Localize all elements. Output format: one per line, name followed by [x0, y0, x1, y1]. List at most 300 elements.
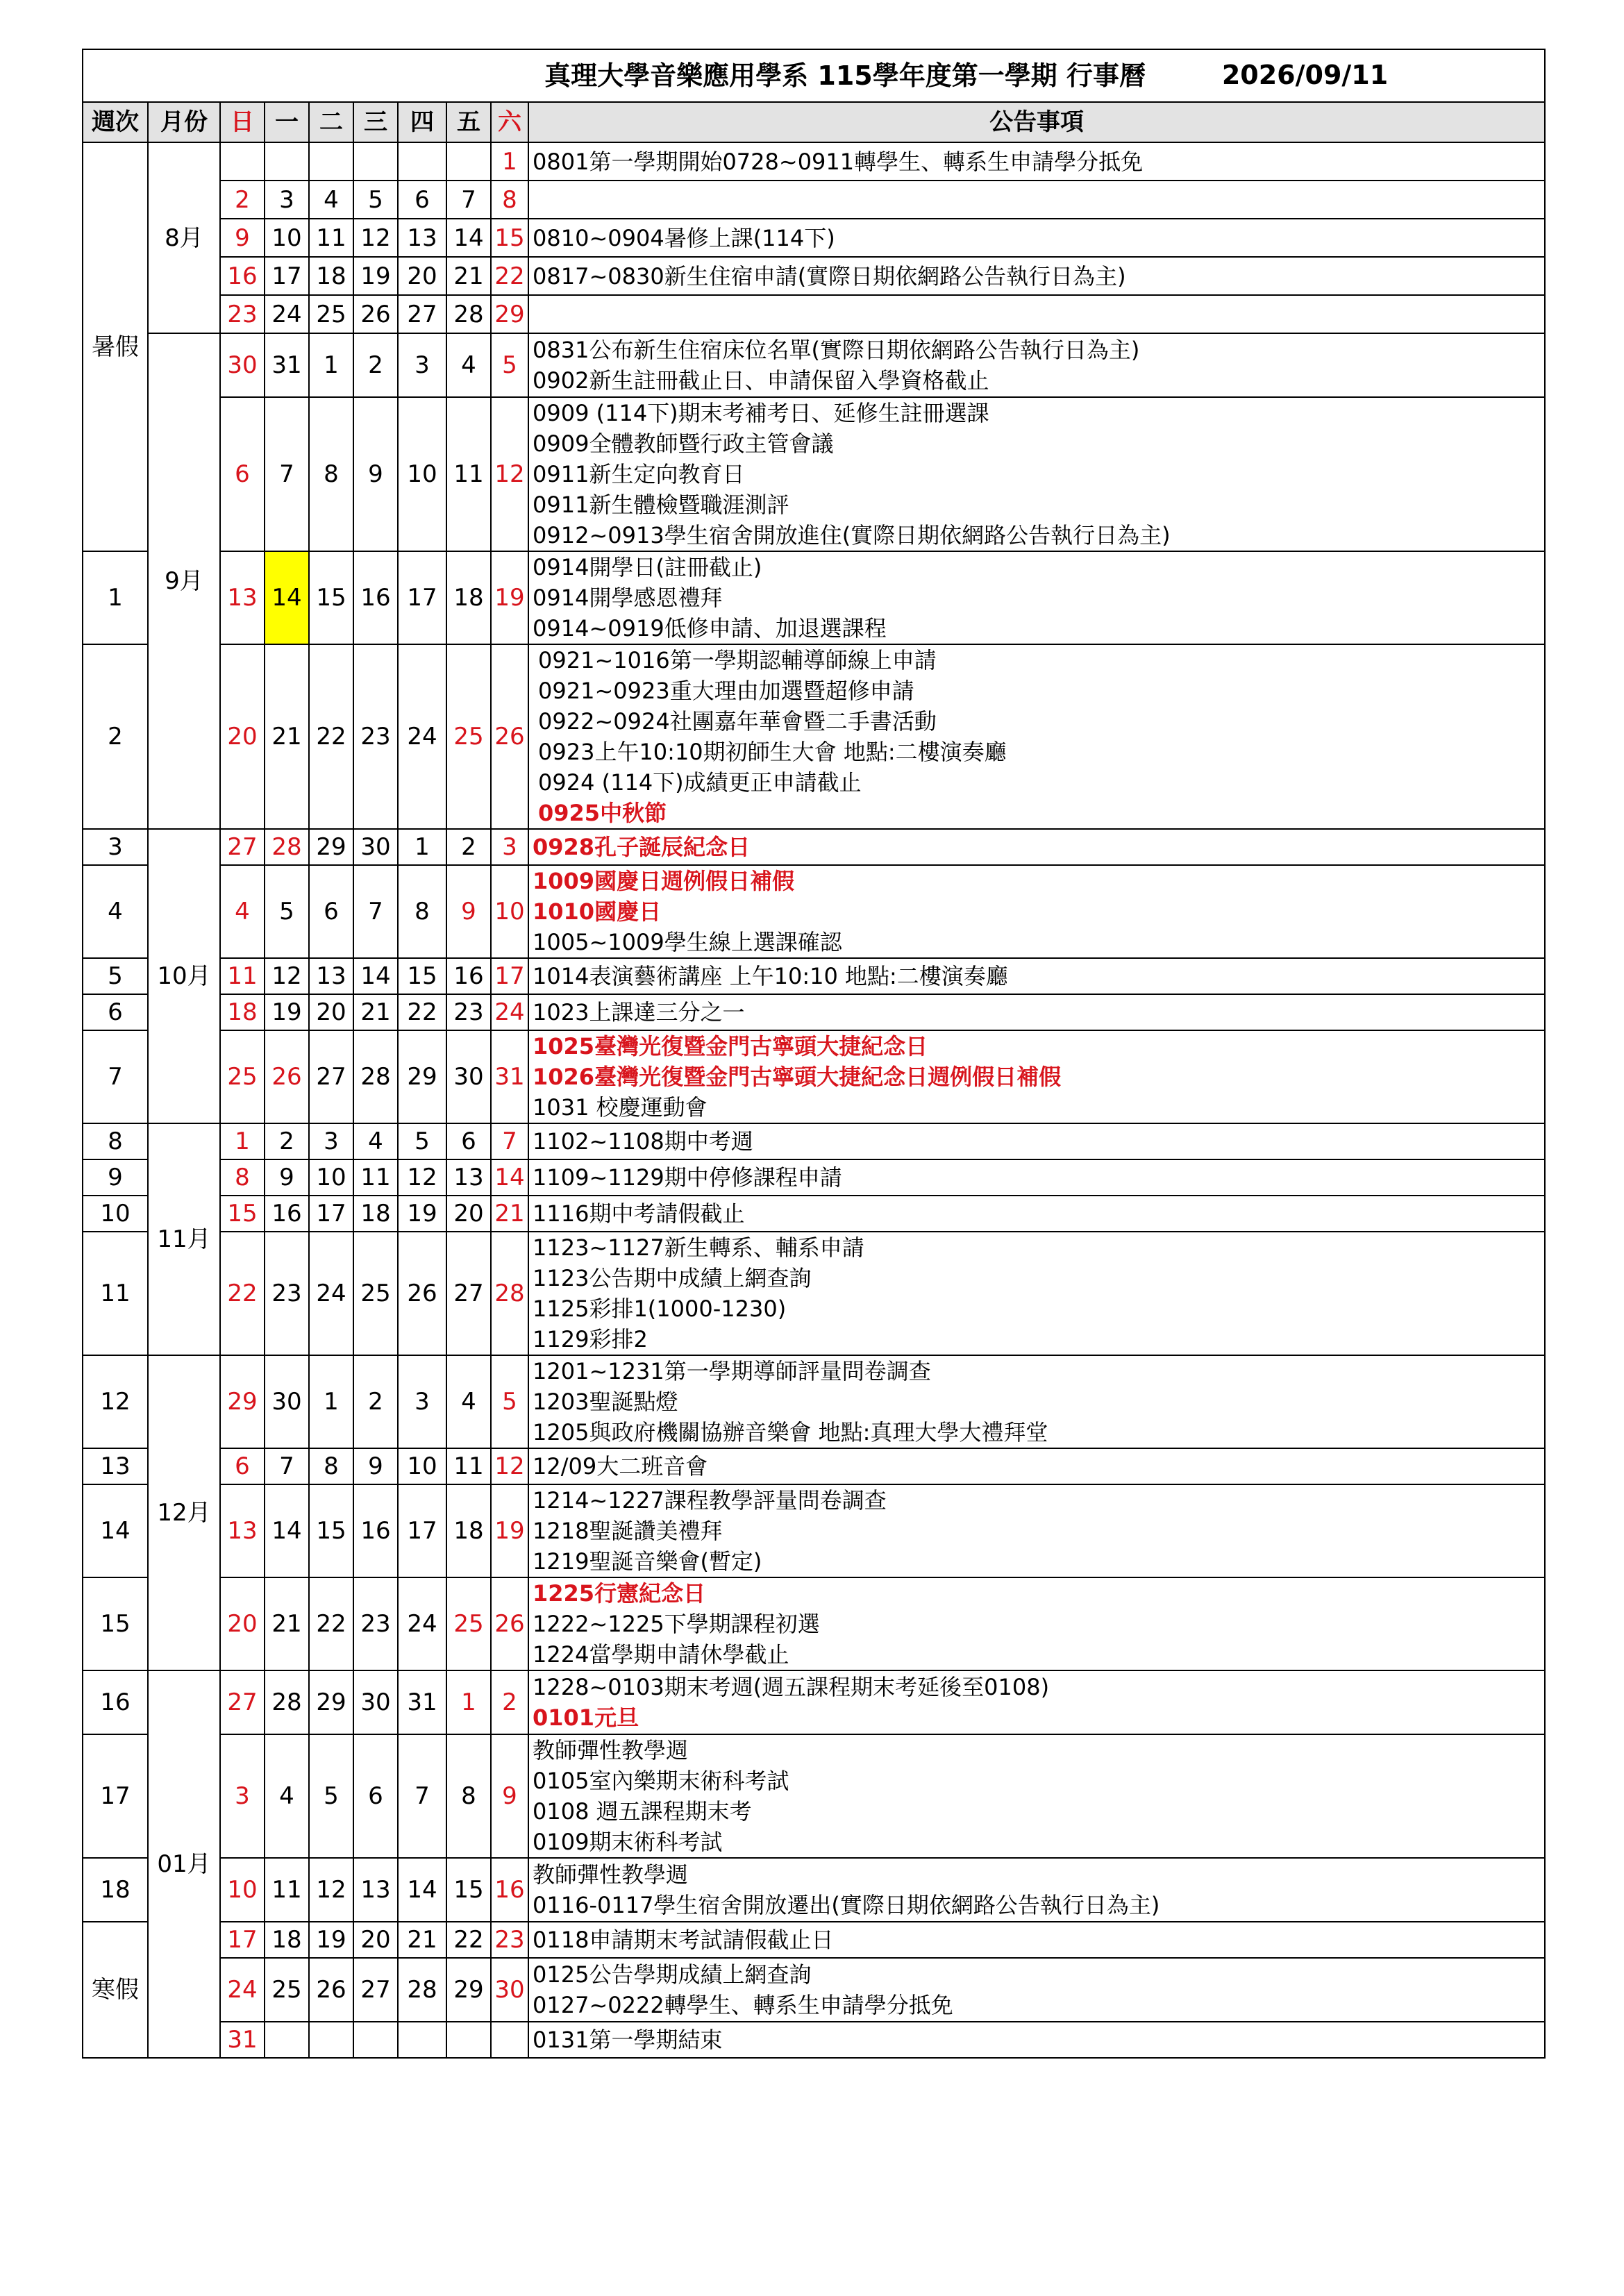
calendar-row — [83, 1484, 1545, 1577]
notice-line: 1219聖誕音樂會(暫定) — [533, 1548, 762, 1575]
day-cell: 11 — [446, 1448, 491, 1484]
day-cell: 2 — [446, 829, 491, 865]
day-cell: 2 — [265, 1123, 309, 1159]
month-label: 11月 — [148, 1123, 220, 1355]
notice-line: 0911新生體檢暨職涯測評 — [533, 492, 789, 518]
calendar-row — [83, 2022, 1545, 2058]
day-cell: 25 — [446, 644, 491, 829]
notice-line: 1228~0103期末考週(週五課程期末考延後至0108) — [533, 1674, 1050, 1700]
day-cell: 5 — [398, 1123, 446, 1159]
day-cell: 17 — [220, 1922, 265, 1958]
day-cell: 9 — [446, 865, 491, 958]
day-cell: 30 — [220, 333, 265, 397]
week-number: 1 — [83, 551, 148, 644]
day-cell: 23 — [491, 1922, 528, 1958]
day-cell: 29 — [398, 1030, 446, 1123]
header-day-thu: 四 — [398, 102, 446, 142]
notice-cell — [528, 142, 1545, 181]
day-cell: 12 — [491, 397, 528, 551]
day-cell: 15 — [309, 551, 353, 644]
notice-line: 0911新生定向教育日 — [533, 461, 745, 487]
day-cell: 14 — [491, 1159, 528, 1196]
day-cell: 22 — [220, 1232, 265, 1355]
notice-cell — [528, 1448, 1545, 1484]
notice-cell — [528, 865, 1545, 958]
day-cell: 6 — [309, 865, 353, 958]
day-cell: 10 — [398, 1448, 446, 1484]
month-label: 10月 — [148, 829, 220, 1123]
day-cell: 7 — [265, 1448, 309, 1484]
day-cell: 26 — [491, 1577, 528, 1670]
document-date: 2026/09/11 — [1221, 60, 1389, 90]
day-cell: 20 — [220, 644, 265, 829]
week-number: 13 — [83, 1448, 148, 1484]
day-cell: 16 — [353, 551, 398, 644]
day-cell: 4 — [265, 1734, 309, 1858]
notice-line: 1123~1127新生轉系、輔系申請 — [533, 1234, 864, 1261]
day-cell — [491, 2022, 528, 2058]
day-cell: 24 — [491, 994, 528, 1030]
week-number: 3 — [83, 829, 148, 865]
notice-cell — [528, 644, 1545, 829]
day-cell: 24 — [265, 295, 309, 333]
day-cell: 18 — [309, 257, 353, 295]
notice-line: 1205與政府機關協辦音樂會 地點:真理大學大禮拜堂 — [533, 1419, 1048, 1446]
notice-line: 1023上課達三分之一 — [533, 999, 745, 1025]
notice-line: 1218聖誕讚美禮拜 — [533, 1518, 723, 1544]
calendar-row — [83, 1123, 1545, 1159]
day-cell: 16 — [265, 1196, 309, 1232]
day-cell: 11 — [353, 1159, 398, 1196]
day-cell: 24 — [220, 1958, 265, 2022]
day-cell: 3 — [398, 333, 446, 397]
day-cell: 24 — [309, 1232, 353, 1355]
notice-line: 0817~0830新生住宿申請(實際日期依網路公告執行日為主) — [533, 262, 1126, 290]
day-cell: 22 — [446, 1922, 491, 1958]
day-cell — [398, 142, 446, 181]
header-day-tue: 二 — [309, 102, 353, 142]
calendar-row — [83, 1858, 1545, 1922]
day-cell: 1 — [220, 1123, 265, 1159]
day-cell: 29 — [491, 295, 528, 333]
day-cell: 24 — [398, 644, 446, 829]
holiday-notice: 1010國慶日 — [533, 898, 662, 925]
calendar-row — [83, 219, 1545, 257]
week-number: 18 — [83, 1858, 148, 1922]
day-cell: 3 — [265, 181, 309, 219]
week-number: 4 — [83, 865, 148, 958]
calendar-row — [83, 1355, 1545, 1448]
calendar-row — [83, 829, 1545, 865]
day-cell: 17 — [309, 1196, 353, 1232]
calendar-row — [83, 333, 1545, 397]
day-cell: 13 — [398, 219, 446, 257]
notice-cell — [528, 1958, 1545, 2022]
holiday-notice: 0925中秋節 — [538, 800, 667, 826]
day-cell: 27 — [446, 1232, 491, 1355]
week-number: 7 — [83, 1030, 148, 1123]
calendar-row — [83, 257, 1545, 295]
notice-cell — [528, 551, 1545, 644]
notice-cell — [528, 257, 1545, 295]
calendar-row — [83, 397, 1545, 551]
day-cell: 29 — [446, 1958, 491, 2022]
day-cell: 23 — [265, 1232, 309, 1355]
week-number: 16 — [83, 1670, 148, 1734]
notice-line: 1201~1231第一學期導師評量問卷調查 — [533, 1358, 931, 1384]
day-cell: 10 — [309, 1159, 353, 1196]
day-cell: 11 — [446, 397, 491, 551]
day-cell: 8 — [491, 181, 528, 219]
day-cell: 10 — [220, 1858, 265, 1922]
day-cell: 27 — [398, 295, 446, 333]
day-cell: 12 — [309, 1858, 353, 1922]
notice-line: 0109期末術科考試 — [533, 1829, 723, 1855]
day-cell: 28 — [491, 1232, 528, 1355]
day-cell: 27 — [220, 829, 265, 865]
day-cell: 11 — [220, 958, 265, 994]
calendar-table — [82, 49, 1546, 2059]
day-cell: 23 — [446, 994, 491, 1030]
calendar-row — [83, 1577, 1545, 1670]
week-number: 8 — [83, 1123, 148, 1159]
day-cell: 7 — [265, 397, 309, 551]
title-row — [83, 49, 1545, 102]
day-cell: 16 — [353, 1484, 398, 1577]
day-cell: 21 — [446, 257, 491, 295]
day-cell: 3 — [398, 1355, 446, 1448]
day-cell: 30 — [353, 1670, 398, 1734]
month-label: 8月 — [148, 142, 220, 333]
day-cell: 5 — [353, 181, 398, 219]
header-notice: 公告事項 — [528, 102, 1545, 142]
day-cell: 13 — [220, 1484, 265, 1577]
day-cell: 25 — [220, 1030, 265, 1123]
calendar-row — [83, 1670, 1545, 1734]
day-cell — [446, 2022, 491, 2058]
day-cell: 2 — [353, 333, 398, 397]
calendar-row — [83, 551, 1545, 644]
day-cell: 25 — [446, 1577, 491, 1670]
notice-line: 0131第一學期結束 — [533, 2027, 723, 2053]
day-cell: 24 — [398, 1577, 446, 1670]
day-cell: 20 — [446, 1196, 491, 1232]
notice-line: 0116-0117學生宿舍開放遷出(實際日期依網路公告執行日為主) — [533, 1892, 1160, 1918]
day-cell: 4 — [446, 1355, 491, 1448]
day-cell: 1 — [491, 142, 528, 181]
calendar-row — [83, 958, 1545, 994]
calendar-row — [83, 1196, 1545, 1232]
day-cell: 27 — [220, 1670, 265, 1734]
day-cell: 23 — [353, 644, 398, 829]
notice-line: 0810~0904暑修上課(114下) — [533, 224, 835, 251]
day-cell: 30 — [446, 1030, 491, 1123]
day-cell: 29 — [309, 829, 353, 865]
day-cell — [220, 142, 265, 181]
notice-line: 1031 校慶運動會 — [533, 1094, 708, 1121]
day-cell: 1 — [398, 829, 446, 865]
notice-line: 1123公告期中成績上網查詢 — [533, 1265, 812, 1291]
day-cell: 9 — [220, 219, 265, 257]
day-cell: 1 — [309, 1355, 353, 1448]
day-cell: 2 — [491, 1670, 528, 1734]
day-cell: 9 — [491, 1734, 528, 1858]
day-cell: 20 — [309, 994, 353, 1030]
day-cell: 28 — [265, 829, 309, 865]
day-cell: 21 — [265, 644, 309, 829]
day-cell: 5 — [265, 865, 309, 958]
notice-line: 0914開學日(註冊截止) — [533, 554, 762, 580]
day-cell: 9 — [353, 1448, 398, 1484]
day-cell: 22 — [398, 994, 446, 1030]
day-cell: 1 — [309, 333, 353, 397]
day-cell: 6 — [353, 1734, 398, 1858]
notice-line: 0801第一學期開始0728~0911轉學生、轉系生申請學分抵免 — [533, 148, 1144, 175]
title-cell — [83, 49, 1545, 102]
calendar-row — [83, 295, 1545, 333]
day-cell — [353, 142, 398, 181]
notice-line: 0921~1016第一學期認輔導師線上申請 — [538, 647, 937, 673]
notice-line: 0923上午10:10期初師生大會 地點:二樓演奏廳 — [538, 739, 1007, 765]
day-cell: 18 — [265, 1922, 309, 1958]
calendar-row — [83, 142, 1545, 181]
day-cell: 16 — [491, 1858, 528, 1922]
day-cell: 17 — [398, 1484, 446, 1577]
day-cell: 6 — [446, 1123, 491, 1159]
day-cell: 16 — [220, 257, 265, 295]
day-cell: 31 — [491, 1030, 528, 1123]
week-number: 2 — [83, 644, 148, 829]
holiday-notice: 1225行憲紀念日 — [533, 1580, 706, 1607]
notice-cell — [528, 958, 1545, 994]
header-day-sat: 六 — [491, 102, 528, 142]
day-cell: 23 — [353, 1577, 398, 1670]
day-cell: 30 — [491, 1958, 528, 2022]
day-cell: 2 — [220, 181, 265, 219]
day-cell: 23 — [220, 295, 265, 333]
day-cell: 18 — [353, 1196, 398, 1232]
day-cell: 6 — [398, 181, 446, 219]
calendar-row — [83, 1958, 1545, 2022]
day-cell: 14 — [446, 219, 491, 257]
day-cell: 5 — [491, 1355, 528, 1448]
notice-cell — [528, 1232, 1545, 1355]
day-cell: 8 — [220, 1159, 265, 1196]
notice-line: 12/09大二班音會 — [533, 1453, 708, 1480]
notice-cell — [528, 2022, 1545, 2058]
notice-cell — [528, 397, 1545, 551]
day-cell: 31 — [265, 333, 309, 397]
day-cell: 7 — [491, 1123, 528, 1159]
day-cell: 12 — [398, 1159, 446, 1196]
day-cell: 17 — [398, 551, 446, 644]
day-cell — [265, 2022, 309, 2058]
calendar-row — [83, 644, 1545, 829]
notice-cell — [528, 1858, 1545, 1922]
week-number: 17 — [83, 1734, 148, 1858]
day-cell: 31 — [398, 1670, 446, 1734]
notice-cell — [528, 333, 1545, 397]
day-cell: 25 — [265, 1958, 309, 2022]
notice-line: 1214~1227課程教學評量問卷調查 — [533, 1487, 887, 1514]
week-number: 6 — [83, 994, 148, 1030]
notice-line: 0922~0924社團嘉年華會暨二手書活動 — [538, 708, 937, 735]
calendar-row — [83, 1232, 1545, 1355]
notice-line: 1109~1129期中停修課程申請 — [533, 1164, 842, 1191]
day-cell: 13 — [353, 1858, 398, 1922]
day-cell: 18 — [446, 551, 491, 644]
holiday-notice: 1025臺灣光復暨金門古寧頭大捷紀念日 — [533, 1033, 928, 1059]
day-cell — [398, 2022, 446, 2058]
day-cell: 22 — [309, 644, 353, 829]
day-cell: 30 — [265, 1355, 309, 1448]
notice-cell — [528, 1922, 1545, 1958]
day-cell: 11 — [309, 219, 353, 257]
day-cell: 27 — [309, 1030, 353, 1123]
day-cell: 25 — [353, 1232, 398, 1355]
notice-line: 1014表演藝術講座 上午10:10 地點:二樓演奏廳 — [533, 963, 1008, 989]
notice-cell — [528, 1159, 1545, 1196]
notice-line: 0127~0222轉學生、轉系生申請學分抵免 — [533, 1992, 953, 2018]
notice-line: 教師彈性教學週 — [533, 1737, 689, 1763]
day-cell: 3 — [309, 1123, 353, 1159]
holiday-notice: 0101元旦 — [533, 1704, 639, 1731]
calendar-row — [83, 1922, 1545, 1958]
notice-line: 0912~0913學生宿舍開放進住(實際日期依網路公告執行日為主) — [533, 522, 1171, 548]
day-cell: 26 — [398, 1232, 446, 1355]
notice-line: 1125彩排1(1000-1230) — [533, 1296, 787, 1322]
notice-line: 0914開學感恩禮拜 — [533, 585, 723, 611]
calendar-row — [83, 994, 1545, 1030]
week-number: 14 — [83, 1484, 148, 1577]
notice-cell — [528, 1734, 1545, 1858]
day-cell: 28 — [398, 1958, 446, 2022]
day-cell: 4 — [309, 181, 353, 219]
day-cell: 15 — [398, 958, 446, 994]
day-cell: 10 — [491, 865, 528, 958]
notice-cell — [528, 1196, 1545, 1232]
day-cell: 26 — [265, 1030, 309, 1123]
day-cell: 19 — [491, 1484, 528, 1577]
day-cell: 13 — [220, 551, 265, 644]
day-cell: 19 — [491, 551, 528, 644]
notice-cell — [528, 1123, 1545, 1159]
notice-line: 0105室內樂期末術科考試 — [533, 1768, 789, 1794]
day-cell: 8 — [309, 397, 353, 551]
day-cell: 30 — [353, 829, 398, 865]
day-cell: 8 — [398, 865, 446, 958]
day-cell: 8 — [446, 1734, 491, 1858]
calendar-row — [83, 181, 1545, 219]
calendar-row — [83, 1159, 1545, 1196]
day-cell: 20 — [353, 1922, 398, 1958]
notice-line: 0831公布新生住宿床位名單(實際日期依網路公告執行日為主) — [533, 337, 1140, 363]
notice-line: 0909 (114下)期末考補考日、延修生註冊選課 — [533, 400, 989, 426]
day-cell: 22 — [309, 1577, 353, 1670]
notice-line: 0909全體教師暨行政主管會議 — [533, 430, 834, 457]
day-cell: 28 — [446, 295, 491, 333]
day-cell: 9 — [265, 1159, 309, 1196]
day-cell: 14 — [265, 1484, 309, 1577]
day-cell: 15 — [309, 1484, 353, 1577]
day-cell: 19 — [353, 257, 398, 295]
day-cell: 28 — [353, 1030, 398, 1123]
notice-line: 1224當學期申請休學截止 — [533, 1641, 789, 1668]
notice-line: 0108 週五課程期末考 — [533, 1798, 752, 1825]
calendar-row — [83, 1734, 1545, 1858]
day-cell: 12 — [353, 219, 398, 257]
day-cell: 4 — [220, 865, 265, 958]
day-cell: 5 — [309, 1734, 353, 1858]
day-cell: 21 — [265, 1577, 309, 1670]
day-cell: 13 — [309, 958, 353, 994]
notice-line: 0125公告學期成績上網查詢 — [533, 1961, 812, 1988]
day-cell — [265, 142, 309, 181]
day-cell: 7 — [446, 181, 491, 219]
day-cell: 28 — [265, 1670, 309, 1734]
month-label: 9月 — [148, 333, 220, 829]
day-cell: 6 — [220, 1448, 265, 1484]
notice-cell — [528, 1577, 1545, 1670]
month-label: 12月 — [148, 1355, 220, 1670]
notice-cell — [528, 994, 1545, 1030]
day-cell: 21 — [491, 1196, 528, 1232]
day-cell: 26 — [309, 1958, 353, 2022]
day-cell — [446, 142, 491, 181]
notice-line: 0118申請期末考試請假截止日 — [533, 1927, 834, 1953]
notice-cell — [528, 1484, 1545, 1577]
calendar-row — [83, 865, 1545, 958]
header-day-sun: 日 — [220, 102, 265, 142]
day-cell: 9 — [353, 397, 398, 551]
notice-line: 0902新生註冊截止日、申請保留入學資格截止 — [533, 367, 989, 394]
day-cell: 22 — [491, 257, 528, 295]
notice-cell — [528, 1670, 1545, 1734]
day-cell: 16 — [446, 958, 491, 994]
day-cell: 21 — [353, 994, 398, 1030]
day-cell: 19 — [265, 994, 309, 1030]
day-cell: 20 — [220, 1577, 265, 1670]
day-cell: 10 — [398, 397, 446, 551]
notice-line: 0924 (114下)成績更正申請截止 — [538, 769, 862, 796]
notice-line: 1102~1108期中考週 — [533, 1128, 753, 1155]
header-day-fri: 五 — [446, 102, 491, 142]
day-cell: 15 — [446, 1858, 491, 1922]
day-cell: 11 — [265, 1858, 309, 1922]
week-group-label: 暑假 — [83, 142, 148, 551]
notice-cell — [528, 295, 1545, 333]
day-cell: 3 — [220, 1734, 265, 1858]
notice-cell — [528, 1030, 1545, 1123]
day-cell: 13 — [446, 1159, 491, 1196]
header-week: 週次 — [83, 102, 148, 142]
notice-line: 1129彩排2 — [533, 1326, 648, 1352]
day-cell: 4 — [353, 1123, 398, 1159]
column-header-row — [83, 102, 1545, 142]
week-group-label: 寒假 — [83, 1922, 148, 2058]
notice-cell — [528, 829, 1545, 865]
day-cell: 27 — [353, 1958, 398, 2022]
day-cell: 1 — [446, 1670, 491, 1734]
day-cell: 29 — [309, 1670, 353, 1734]
month-label: 01月 — [148, 1670, 220, 2058]
notice-line: 教師彈性教學週 — [533, 1861, 689, 1888]
day-cell: 15 — [220, 1196, 265, 1232]
day-cell-highlighted: 14 — [265, 551, 309, 644]
day-cell — [309, 142, 353, 181]
day-cell: 12 — [491, 1448, 528, 1484]
header-day-wed: 三 — [353, 102, 398, 142]
